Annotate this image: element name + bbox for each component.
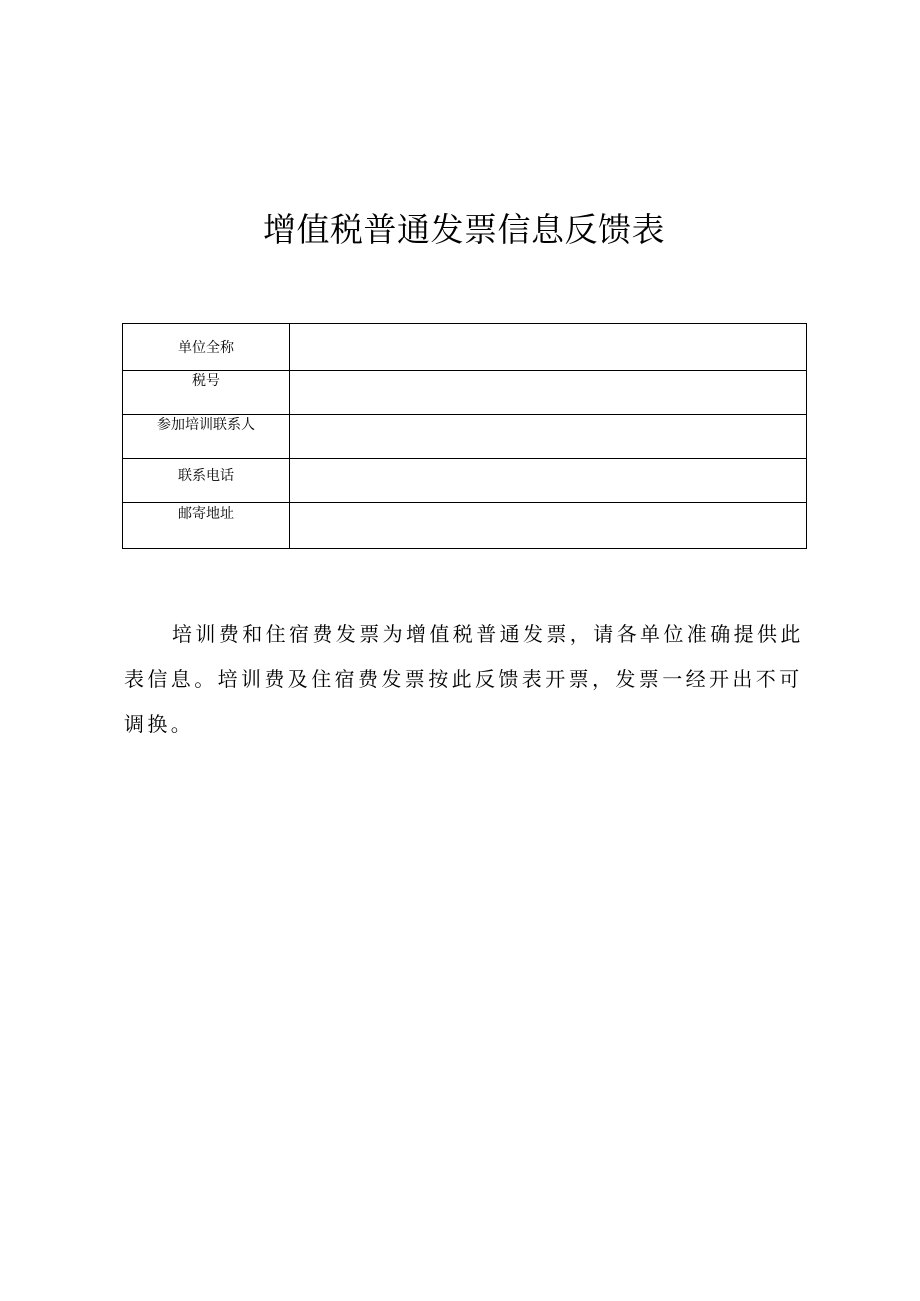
field-value-phone[interactable] xyxy=(290,459,807,503)
field-label-mailing-address: 邮寄地址 xyxy=(178,506,234,522)
field-value-mailing-address[interactable] xyxy=(290,503,807,549)
field-value-company-name[interactable] xyxy=(290,324,807,371)
page-title: 增值税普通发票信息反馈表 xyxy=(263,210,665,249)
label-cell xyxy=(123,371,290,415)
field-label-contact-person: 参加培训联系人 xyxy=(157,417,255,433)
field-label-phone: 联系电话 xyxy=(178,468,234,484)
field-value-contact-person[interactable] xyxy=(290,415,807,459)
table-row xyxy=(123,459,807,503)
table-row xyxy=(123,371,807,415)
label-cell xyxy=(123,415,290,459)
invoice-note-paragraph: 培训费和住宿费发票为增值税普通发票，请各单位准确提供此表信息。培训费及住宿费发票按此反馈表开票，发票一经开出不可调换。 xyxy=(124,622,804,736)
table-row xyxy=(123,324,807,371)
table-row xyxy=(123,415,807,459)
label-cell xyxy=(123,503,290,549)
field-label-tax-number: 税号 xyxy=(192,373,220,389)
field-value-tax-number[interactable] xyxy=(290,371,807,415)
field-label-company-name: 单位全称 xyxy=(178,340,234,356)
table-row xyxy=(123,503,807,549)
label-cell xyxy=(123,459,290,503)
label-cell xyxy=(123,324,290,371)
invoice-info-table xyxy=(122,323,807,549)
